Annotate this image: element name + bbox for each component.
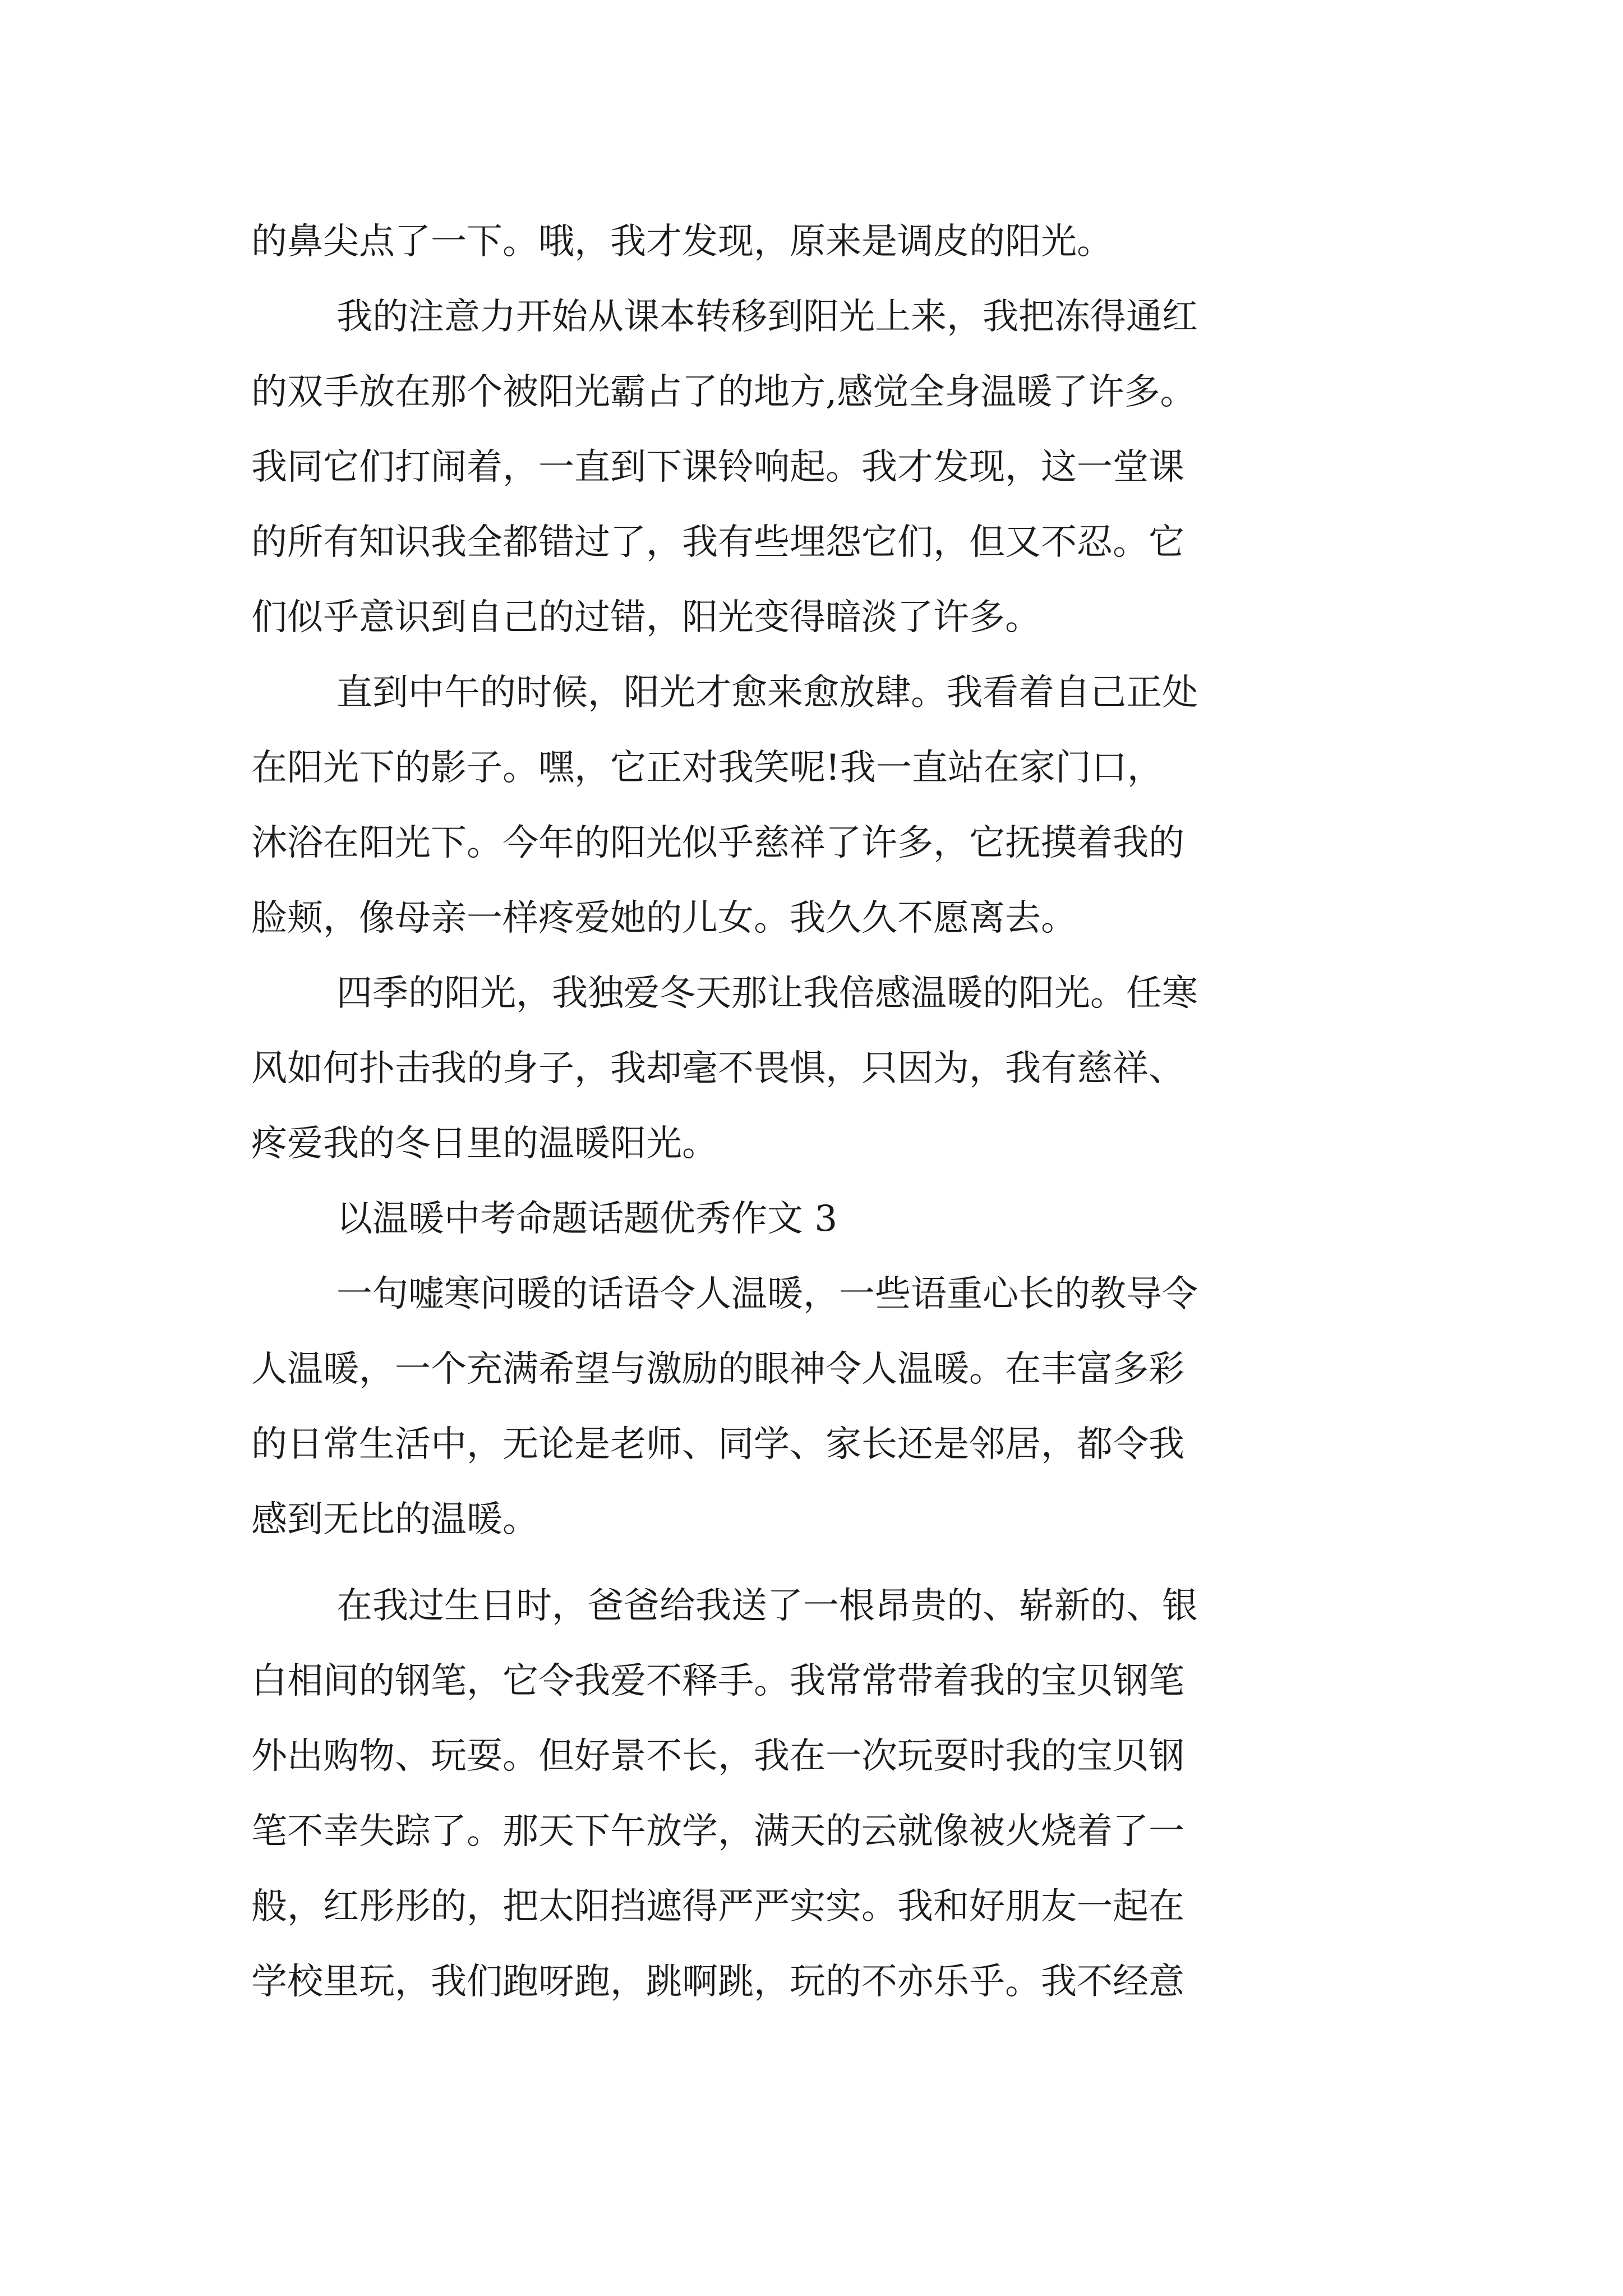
text-line: 的日常生活中，无论是老师、同学、家长还是邻居，都令我 (251, 1424, 1184, 1465)
paragraph-start-line: 直到中午的时候，阳光才愈来愈放肆。我看着自己正处 (336, 672, 1198, 714)
text-line: 笔不幸失踪了。那天下午放学，满天的云就像被火烧着了一 (251, 1811, 1184, 1852)
paragraph-start-line: 在我过生日时，爸爸给我送了一根昂贵的、崭新的、银 (336, 1585, 1198, 1627)
text-line: 风如何扑击我的身子，我却毫不畏惧，只因为，我有慈祥、 (251, 1048, 1184, 1089)
paragraph-start-line: 我的注意力开始从课本转移到阳光上来，我把冻得通红 (336, 296, 1198, 338)
text-line: 的双手放在那个被阳光霸占了的地方,感觉全身温暖了许多。 (251, 371, 1196, 413)
text-line: 脸颊，像母亲一样疼爱她的儿女。我久久不愿离去。 (251, 898, 1077, 939)
text-line: 疼爱我的冬日里的温暖阳光。 (251, 1123, 718, 1165)
text-line: 的鼻尖点了一下。哦，我才发现，原来是调皮的阳光。 (251, 221, 1113, 263)
text-line: 学校里玩，我们跑呀跑，跳啊跳，玩的不亦乐乎。我不经意 (251, 1961, 1184, 2003)
text-line: 沐浴在阳光下。今年的阳光似乎慈祥了许多，它抚摸着我的 (251, 822, 1184, 864)
text-line: 般，红彤彤的，把太阳挡遮得严严实实。我和好朋友一起在 (251, 1886, 1184, 1927)
text-line: 人温暖，一个充满希望与激励的眼神令人温暖。在丰富多彩 (251, 1349, 1184, 1390)
section-heading: 以温暖中考命题话题优秀作文 3 (336, 1198, 838, 1240)
text-line: 在阳光下的影子。嘿，它正对我笑呢!我一直站在家门口， (251, 747, 1163, 789)
text-line: 我同它们打闹着，一直到下课铃响起。我才发现，这一堂课 (251, 447, 1184, 488)
text-line: 白相间的钢笔，它令我爱不释手。我常常带着我的宝贝钢笔 (251, 1660, 1184, 1702)
text-line: 外出购物、玩耍。但好景不长，我在一次玩耍时我的宝贝钢 (251, 1736, 1184, 1777)
text-line: 的所有知识我全都错过了，我有些埋怨它们，但又不忍。它 (251, 522, 1184, 563)
paragraph-start-line: 四季的阳光，我独爱冬天那让我倍感温暖的阳光。任寒 (336, 973, 1198, 1014)
text-line: 感到无比的温暖。 (251, 1499, 538, 1540)
paragraph-start-line: 一句嘘寒问暖的话语令人温暖，一些语重心长的教导令 (336, 1273, 1198, 1315)
text-line: 们似乎意识到自己的过错，阳光变得暗淡了许多。 (251, 597, 1041, 638)
